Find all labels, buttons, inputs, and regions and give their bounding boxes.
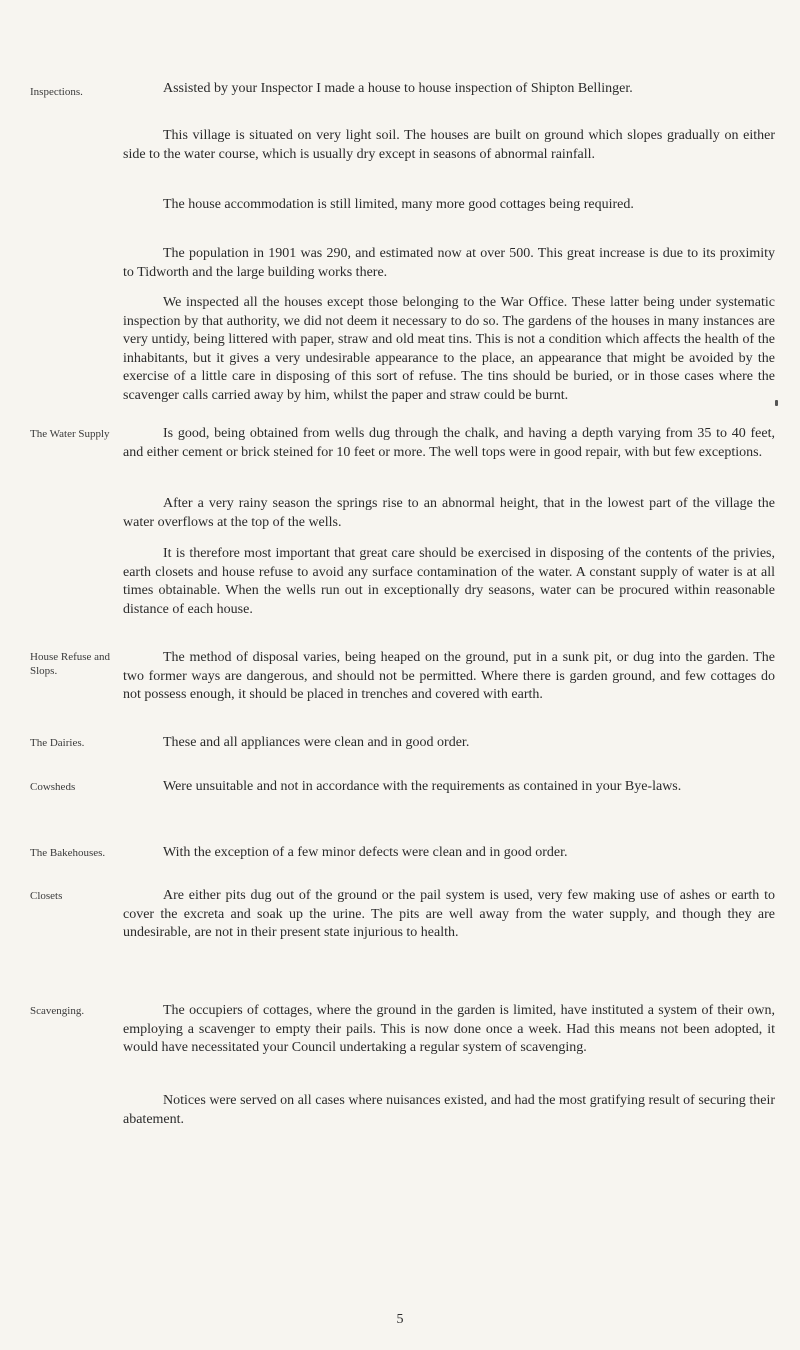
margin-label-water-supply: The Water Supply xyxy=(30,428,110,440)
paragraph-text: Assisted by your Inspector I made a house to house inspection of Shipton Bellinger. xyxy=(163,81,633,96)
paragraph-text: This village is situated on very light soil. The houses are built on ground which slopes gradually on either side to the water course, which is usually dry except in seasons of abnormal rainfall. xyxy=(123,128,775,162)
paragraph-text: The house accommodation is still limited, many more good cottages being required. xyxy=(163,197,634,212)
margin-label-bakehouses: The Bakehouses. xyxy=(30,847,106,859)
paragraph-village-soil xyxy=(123,127,775,164)
paragraph-text: The population in 1901 was 290, and estimated now at over 500. This great increase is due to its proximity to Tidworth and the large building works there. xyxy=(123,246,775,280)
margin-label-closets: Closets xyxy=(30,890,63,902)
paragraph-springs-rise xyxy=(123,495,775,532)
paragraph-water-supply xyxy=(123,425,775,462)
paragraph-text: We inspected all the houses except those belonging to the War Office. These latter being under systematic inspection by that authority, we did not deem it necessary to do so. The gardens of the houses in many instances are very untidy, being littered with paper, straw and old meat tins. This is not a condition which affects the health of the inhabitants, but it gives a very undesirable appearance to the place, an appearance that might be avoided by the exercise of a little care in disposing of this sort of refuse. The tins should be buried, or in those cases where the scavenger calls carried away by him, whilst the paper and straw could be burnt. xyxy=(123,295,775,403)
margin-label-scavenging: Scavenging. xyxy=(30,1005,85,1017)
page-number: 5 xyxy=(396,1312,404,1327)
print-speck xyxy=(775,400,778,406)
margin-label-inspections: Inspections. xyxy=(30,86,83,98)
paragraph-text: The method of disposal varies, being heaped on the ground, put in a sunk pit, or dug into the garden. The two former ways are dangerous, and should not be permitted. Where there is garden ground, and few cottages do not possess enough, it should be placed in trenches and covered with earth. xyxy=(123,650,775,702)
paragraph-cowsheds xyxy=(123,778,775,797)
paragraph-text: Are either pits dug out of the ground or the pail system is used, very few making use of ashes or earth to cover the excreta and soak up the urine. The pits are well away from the water supply, and though they are undesirable, are not in their present state injurious to health. xyxy=(123,888,775,940)
paragraph-text: With the exception of a few minor defects were clean and in good order. xyxy=(163,845,568,860)
paragraph-house-accommodation xyxy=(123,196,775,215)
paragraph-scavenging xyxy=(123,1002,775,1058)
margin-label-cowsheds: Cowsheds xyxy=(30,781,76,793)
paragraph-text: These and all appliances were clean and in good order. xyxy=(163,735,470,750)
paragraph-text: After a very rainy season the springs rise to an abnormal height, that in the lowest part of the village the water overflows at the top of the wells. xyxy=(123,496,775,530)
paragraph-dairies xyxy=(123,734,775,753)
margin-label-house-refuse: House Refuse and Slops. xyxy=(30,651,111,677)
paragraph-text: Is good, being obtained from wells dug through the chalk, and having a depth varying from 35 to 40 feet, and either cement or brick steined for 10 feet or more. The well tops were in good repair, with but few exceptions. xyxy=(123,426,775,460)
paragraph-closets xyxy=(123,887,775,943)
paragraph-houses-inspected xyxy=(123,294,775,405)
paragraph-bakehouses xyxy=(123,844,775,863)
margin-label-dairies: The Dairies. xyxy=(30,737,85,749)
paragraph-population xyxy=(123,245,775,282)
paragraph-inspection-intro xyxy=(123,80,775,99)
paragraph-house-refuse xyxy=(123,649,775,705)
paragraph-notices-served xyxy=(123,1092,775,1129)
paragraph-text: The occupiers of cottages, where the ground in the garden is limited, have instituted a system of their own, employing a scavenger to empty their pails. This is now done once a week. Had this means not been adopted, it would have necessitated your Council undertaking a regular system of scavenging. xyxy=(123,1003,775,1055)
paragraph-disposal-care xyxy=(123,545,775,619)
paragraph-text: Notices were served on all cases where nuisances existed, and had the most gratifying result of securing their abatement. xyxy=(123,1093,775,1127)
paragraph-text: It is therefore most important that great care should be exercised in disposing of the contents of the privies, earth closets and house refuse to avoid any surface contamination of the water. A constant supply of water is at all times obtainable. When the wells run out in exceptionally dry seasons, water can be procured within reasonable distance of each house. xyxy=(123,546,775,617)
paragraph-text: Were unsuitable and not in accordance with the requirements as contained in your Bye-laws. xyxy=(163,779,682,794)
